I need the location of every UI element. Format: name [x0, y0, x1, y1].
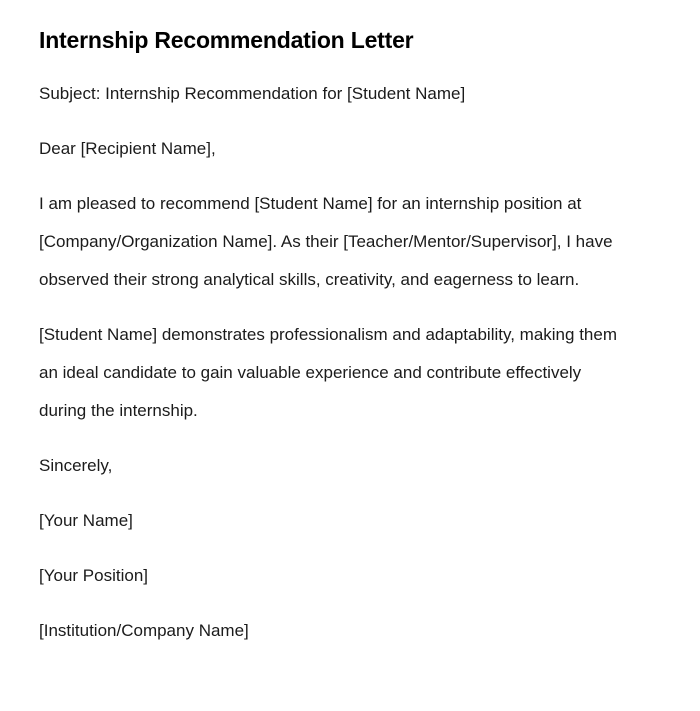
letter-subject-line: Subject: Internship Recommendation for [Student Name]	[39, 83, 466, 103]
letter-paragraph-2: [Student Name] demonstrates professionalism and adaptability, making them an ideal candidate to gain valuable experience and contribute effectively during the internship.	[39, 324, 617, 420]
letter-salutation: Dear [Recipient Name],	[39, 138, 216, 158]
letter-paragraph-1: I am pleased to recommend [Student Name] for an internship position at [Company/Organization Name]. As their [Teacher/Mentor/Supervisor], I have observed their strong analytical skills, creativity, and eagerness to learn.	[39, 193, 613, 289]
signature-institution: [Institution/Company Name]	[39, 620, 249, 640]
letter-body	[39, 75, 640, 650]
signature-name: [Your Name]	[39, 510, 133, 530]
signature-position: [Your Position]	[39, 565, 148, 585]
letter-closing: Sincerely,	[39, 455, 113, 475]
page-title: Internship Recommendation Letter	[39, 27, 414, 53]
